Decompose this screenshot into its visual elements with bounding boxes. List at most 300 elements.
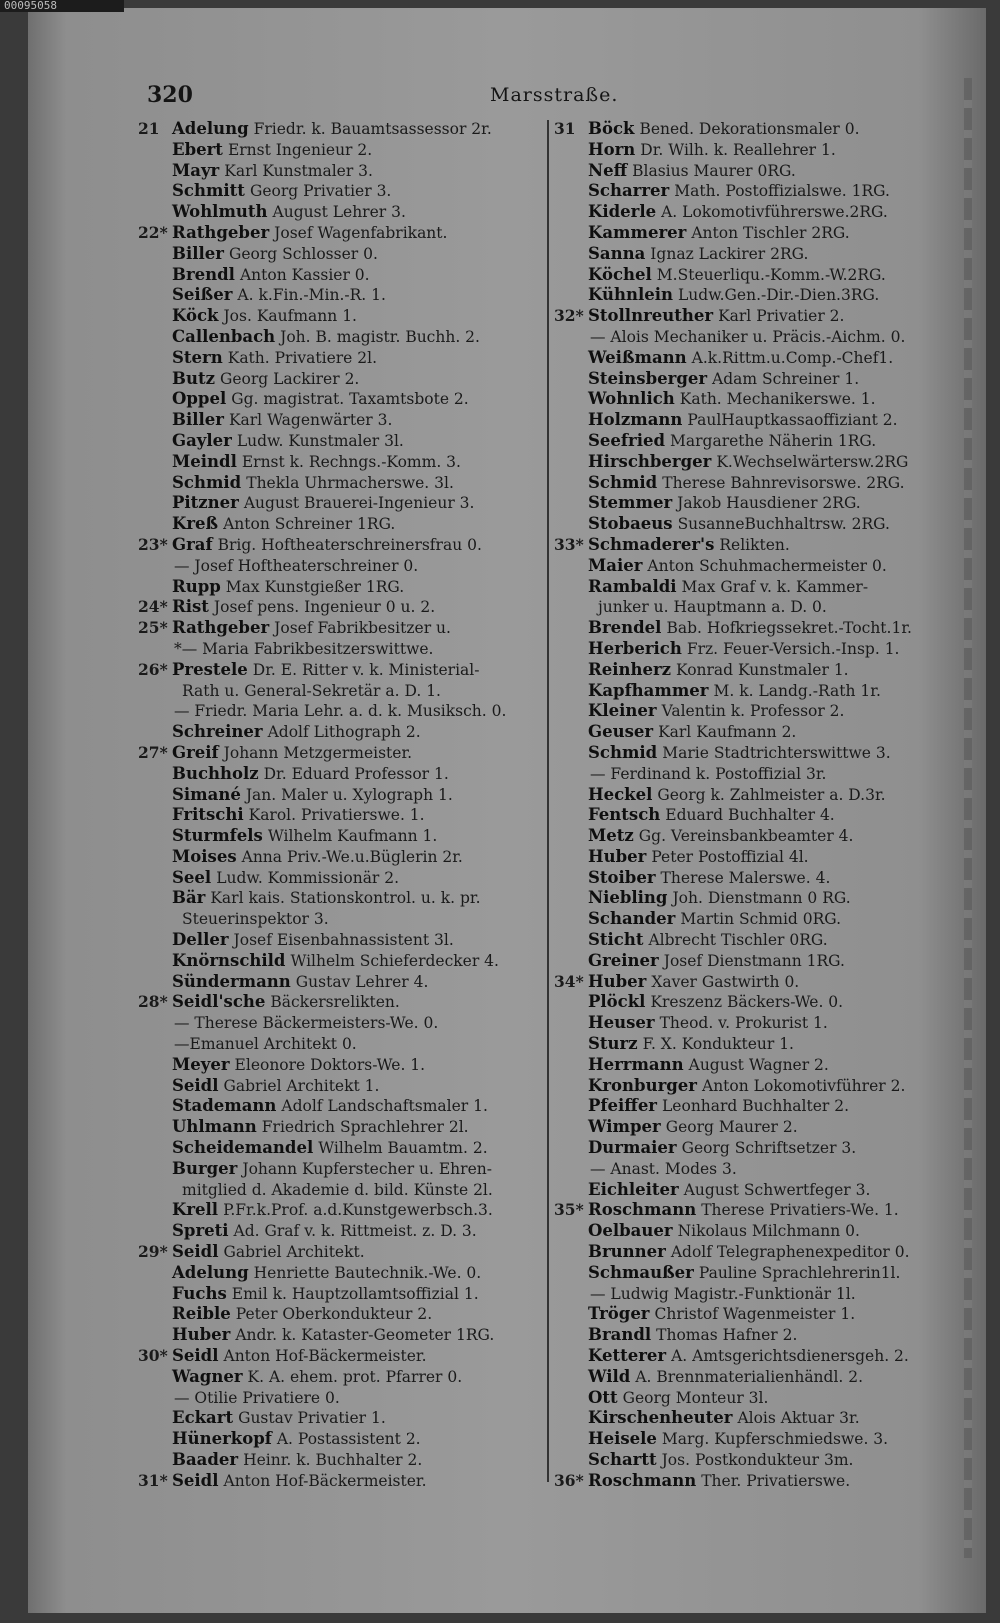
resident-surname: Sticht (588, 930, 644, 950)
directory-entry (138, 473, 553, 494)
entry-body (588, 1471, 850, 1492)
resident-details: Gustav Lehrer 4. (295, 972, 429, 991)
entry-body (172, 1076, 379, 1097)
entry-body (588, 348, 893, 369)
resident-details: Dr. Wilh. k. Reallehrer 1. (640, 140, 836, 159)
entry-body (172, 722, 421, 743)
entry-body (588, 119, 860, 140)
resident-surname: Kreß (172, 514, 219, 534)
entry-body (182, 909, 329, 930)
directory-entry (554, 681, 969, 702)
resident-surname: Huber (172, 1325, 231, 1345)
house-number: 35* (554, 1200, 584, 1220)
entry-body (172, 493, 474, 514)
directory-entry (554, 1076, 969, 1097)
house-number: 36* (554, 1470, 584, 1490)
entry-body (588, 1325, 797, 1346)
entry-body (182, 681, 441, 702)
directory-entry (138, 764, 553, 785)
resident-details: Brig. Hoftheaterschreinersfrau 0. (217, 535, 482, 554)
directory-entry (554, 285, 969, 306)
resident-details: Gg. magistrat. Taxamtsbote 2. (231, 390, 469, 409)
entry-body (588, 1450, 853, 1471)
resident-surname: Wild (588, 1366, 631, 1386)
directory-entry (138, 951, 553, 972)
resident-details: Kreszenz Bäckers-We. 0. (650, 993, 844, 1012)
resident-surname: Prestele (172, 659, 248, 679)
entry-body (172, 1450, 422, 1471)
resident-surname: Callenbach (172, 326, 276, 346)
house-number: 29* (138, 1242, 168, 1262)
resident-details: Nikolaus Milchmann 0. (677, 1222, 860, 1241)
resident-details: — Ferdinand k. Postoffizial 3r. (590, 764, 827, 783)
resident-details: mitglied d. Akademie d. bild. Künste 2l. (182, 1180, 493, 1199)
resident-surname: Wagner (172, 1366, 243, 1386)
resident-surname: Herrmann (588, 1054, 684, 1074)
entry-body (588, 223, 850, 244)
resident-surname: Stobaeus (588, 514, 673, 534)
resident-details: A. Amtsgerichtsdienersgeh. 2. (671, 1347, 909, 1366)
resident-details: Eleonore Doktors-We. 1. (234, 1055, 426, 1074)
entry-body (182, 1180, 493, 1201)
resident-details: Georg Schlosser 0. (228, 244, 378, 263)
resident-details: Theod. v. Prokurist 1. (659, 1014, 828, 1033)
entry-body (588, 618, 912, 639)
directory-entry (554, 660, 969, 681)
resident-surname: Seißer (172, 285, 233, 305)
resident-details: Leonhard Buchhalter 2. (662, 1097, 850, 1116)
entry-body (172, 785, 453, 806)
resident-surname: Tröger (588, 1304, 650, 1324)
directory-entry (138, 493, 553, 514)
resident-details: Joh. Dienstmann 0 RG. (672, 889, 851, 908)
entry-body (172, 618, 451, 639)
resident-surname: Scharrer (588, 181, 670, 201)
entry-body (588, 1263, 900, 1284)
resident-surname: Ebert (172, 139, 223, 159)
resident-surname: Meindl (172, 451, 237, 471)
resident-surname: Simané (172, 784, 241, 804)
entry-body (588, 577, 868, 598)
directory-entry (554, 1055, 969, 1076)
resident-surname: Kirschenheuter (588, 1408, 733, 1428)
directory-entry (554, 1096, 969, 1117)
resident-surname: Plöckl (588, 992, 646, 1012)
directory-entry (554, 618, 969, 639)
entry-body (588, 1096, 849, 1117)
entry-body (588, 1221, 860, 1242)
entry-body (172, 306, 357, 327)
resident-surname: Kühnlein (588, 285, 673, 305)
directory-entry (138, 369, 553, 390)
resident-surname: Adelung (172, 119, 249, 138)
resident-details: — Therese Bäckermeisters-We. 0. (174, 1014, 439, 1033)
resident-surname: Reinherz (588, 659, 672, 679)
resident-surname: Schmid (588, 742, 658, 762)
directory-entry (554, 909, 969, 930)
resident-surname: Schmitt (172, 181, 245, 201)
resident-details: Albrecht Tischler 0RG. (648, 931, 828, 950)
entry-body (172, 597, 435, 618)
directory-entry (138, 431, 553, 452)
resident-surname: Seidl (172, 1346, 219, 1366)
directory-entry (554, 1429, 969, 1450)
resident-details: — Alois Mechaniker u. Präcis.-Aichm. 0. (590, 327, 906, 346)
resident-surname: Kammerer (588, 222, 687, 242)
directory-entry (554, 348, 969, 369)
house-number: 21 (138, 119, 160, 138)
entry-body (588, 1117, 798, 1138)
entry-body (588, 681, 881, 702)
directory-entry (554, 410, 969, 431)
resident-details: Anton Lokomotivführer 2. (702, 1076, 906, 1095)
resident-surname: Wohlmuth (172, 202, 268, 222)
resident-details: Karol. Privatierswe. 1. (248, 806, 425, 825)
resident-details: August Wagner 2. (688, 1055, 829, 1074)
resident-details: Anna Priv.-We.u.Büglerin 2r. (241, 847, 463, 866)
resident-details: Ludw.Gen.-Dir.-Dien.3RG. (678, 286, 880, 305)
resident-details: Emil k. Hauptzollamtsoffizial 1. (231, 1284, 479, 1303)
resident-details: Steuerinspektor 3. (182, 910, 329, 929)
directory-entry (554, 1200, 969, 1221)
directory-entry (138, 805, 553, 826)
entry-body (588, 202, 888, 223)
directory-entry (138, 140, 553, 161)
resident-details: Martin Schmid 0RG. (680, 910, 842, 929)
resident-surname: Sturz (588, 1034, 638, 1054)
resident-surname: Huber (588, 971, 647, 991)
resident-surname: Rist (172, 597, 209, 617)
resident-details: Peter Oberkondukteur 2. (235, 1305, 433, 1324)
directory-entry (554, 1180, 969, 1201)
entry-body (588, 826, 853, 847)
directory-entry (554, 389, 969, 410)
resident-surname: Pfeiffer (588, 1096, 658, 1116)
resident-surname: Schartt (588, 1450, 657, 1469)
resident-surname: Fuchs (172, 1283, 227, 1303)
resident-surname: Rathgeber (172, 222, 270, 242)
directory-entry (138, 1450, 553, 1471)
resident-details: A. Lokomotivführerswe.2RG. (661, 203, 888, 222)
resident-details: Thomas Hafner 2. (656, 1326, 798, 1345)
resident-surname: Eichleiter (588, 1179, 679, 1199)
directory-entry (554, 1117, 969, 1138)
resident-surname: Kleiner (588, 701, 657, 721)
directory-entry (138, 1304, 553, 1325)
resident-details: A. Brennmaterialienhändl. 2. (635, 1367, 864, 1386)
directory-entry (138, 1263, 553, 1284)
resident-surname: Stademann (172, 1096, 277, 1116)
resident-surname: Stoiber (588, 867, 656, 887)
directory-entry (554, 1284, 969, 1305)
entry-body (172, 1367, 462, 1388)
entry-body (588, 389, 876, 410)
resident-details: M.Steuerliqu.-Komm.-W.2RG. (656, 265, 886, 284)
resident-details: Therese Bahnrevisorswe. 2RG. (662, 473, 905, 492)
resident-details: SusanneBuchhaltrsw. 2RG. (677, 515, 890, 534)
resident-details: Rath u. General-Sekretär a. D. 1. (182, 681, 441, 700)
resident-surname: Scheidemandel (172, 1138, 314, 1158)
resident-surname: Adelung (172, 1262, 249, 1282)
entry-body (172, 1429, 421, 1450)
entry-body (172, 1284, 479, 1305)
directory-entry (554, 369, 969, 390)
directory-entry (554, 119, 969, 140)
resident-details: — Josef Hoftheaterschreiner 0. (174, 556, 419, 575)
directory-entry (554, 888, 969, 909)
resident-details: Max Graf v. k. Kammer- (681, 577, 869, 596)
directory-entry (554, 597, 969, 618)
entry-body (588, 1429, 888, 1450)
resident-surname: Ketterer (588, 1346, 667, 1366)
resident-surname: Geuser (588, 722, 654, 742)
directory-entry (138, 992, 553, 1013)
entry-body (588, 1034, 794, 1055)
resident-details: Thekla Uhrmacherswe. 3l. (246, 473, 454, 492)
resident-surname: Sündermann (172, 971, 291, 991)
directory-entry (138, 1138, 553, 1159)
resident-details: Marie Stadtrichterswittwe 3. (662, 743, 891, 762)
directory-entry (138, 1471, 553, 1492)
directory-entry (138, 826, 553, 847)
resident-surname: Heisele (588, 1429, 657, 1449)
directory-entry (138, 1221, 553, 1242)
resident-details: — Friedr. Maria Lehr. a. d. k. Musiksch. 0. (174, 702, 507, 721)
entry-body (172, 888, 481, 909)
resident-details: *— Maria Fabrikbesitzerswittwe. (174, 639, 434, 658)
resident-surname: Oelbauer (588, 1221, 673, 1241)
entry-body (172, 1096, 488, 1117)
resident-details: August Lehrer 3. (272, 203, 406, 222)
directory-entry (138, 389, 553, 410)
resident-surname: Metz (588, 826, 634, 846)
entry-body (588, 140, 836, 161)
directory-entry (554, 1034, 969, 1055)
directory-column-right (554, 119, 969, 1492)
entry-body (172, 369, 359, 390)
directory-entry (138, 618, 553, 639)
entry-body (590, 1159, 737, 1180)
entry-body (172, 1221, 477, 1242)
directory-entry (554, 140, 969, 161)
resident-surname: Biller (172, 410, 224, 430)
entry-body (588, 161, 796, 182)
resident-details: Max Kunstgießer 1RG. (225, 577, 405, 596)
entry-body (172, 140, 372, 161)
directory-entry (554, 992, 969, 1013)
entry-body (172, 743, 412, 764)
directory-entry (554, 868, 969, 889)
resident-details: Gabriel Architekt. (223, 1243, 365, 1262)
resident-details: Ther. Privatierswe. (701, 1471, 851, 1490)
directory-entry (554, 1388, 969, 1409)
entry-body (588, 1055, 829, 1076)
house-number: 31 (554, 119, 576, 138)
resident-surname: Stern (172, 347, 223, 367)
resident-details: F. X. Kondukteur 1. (642, 1035, 794, 1054)
entry-body (588, 285, 879, 306)
directory-entry (138, 410, 553, 431)
directory-entry (138, 181, 553, 202)
entry-body (172, 389, 469, 410)
resident-details: Jan. Maler u. Xylograph 1. (245, 785, 453, 804)
directory-entry (554, 1325, 969, 1346)
entry-body (588, 743, 891, 764)
resident-details: Heinr. k. Buchhalter 2. (243, 1451, 423, 1469)
directory-entry (138, 244, 553, 265)
entry-body (172, 327, 480, 348)
resident-surname: Kiderle (588, 202, 657, 222)
resident-details: Karl Kaufmann 2. (658, 723, 797, 742)
resident-details: K.Wechselwärtersw.2RG (716, 452, 909, 471)
resident-details: Ludw. Kunstmaler 3l. (236, 431, 404, 450)
resident-surname: Butz (172, 368, 215, 388)
resident-details: Anton Hof-Bäckermeister. (223, 1347, 427, 1366)
resident-surname: Pitzner (172, 493, 239, 513)
entry-body (588, 992, 843, 1013)
scan-id-label: 00095058 (0, 0, 124, 12)
resident-details: Bab. Hofkriegssekret.-Tocht.1r. (666, 619, 912, 638)
directory-entry (138, 1034, 553, 1055)
directory-entry (138, 348, 553, 369)
resident-details: Blasius Maurer 0RG. (632, 161, 796, 180)
directory-entry (554, 1013, 969, 1034)
entry-body (588, 1076, 905, 1097)
resident-surname: Neff (588, 160, 628, 180)
entry-body (174, 701, 506, 722)
resident-details: — Anast. Modes 3. (590, 1159, 737, 1178)
directory-entry (138, 119, 553, 140)
directory-entry (138, 556, 553, 577)
resident-surname: Rupp (172, 576, 221, 596)
resident-surname: Graf (172, 534, 213, 554)
directory-entry (554, 1346, 969, 1367)
resident-surname: Steinsberger (588, 368, 708, 388)
directory-entry (138, 1408, 553, 1429)
resident-details: P.Fr.k.Prof. a.d.Kunstgewerbsch.3. (223, 1201, 493, 1220)
resident-details: Math. Postoffizialswe. 1RG. (674, 182, 890, 201)
resident-details: Ludw. Kommissionär 2. (216, 868, 400, 887)
directory-entry (554, 431, 969, 452)
entry-body (174, 1013, 438, 1034)
directory-entry (138, 972, 553, 993)
resident-surname: Seidl (172, 1470, 219, 1490)
directory-entry (138, 909, 553, 930)
resident-details: Adam Schreiner 1. (712, 369, 860, 388)
resident-details: Therese Malerswe. 4. (660, 868, 831, 887)
entry-body (588, 701, 844, 722)
resident-details: Gustav Privatier 1. (238, 1409, 386, 1428)
entry-body (588, 1367, 863, 1388)
entry-body (172, 119, 492, 140)
resident-details: Joh. B. magistr. Buchh. 2. (280, 327, 480, 346)
resident-details: Kath. Mechanikerswe. 1. (679, 390, 876, 409)
resident-surname: Roschmann (588, 1470, 697, 1490)
directory-entry (138, 285, 553, 306)
directory-entry (138, 722, 553, 743)
entry-body (172, 992, 400, 1013)
resident-details: Gabriel Architekt 1. (223, 1076, 380, 1095)
entry-body (172, 826, 437, 847)
resident-surname: Reible (172, 1304, 231, 1324)
house-number: 28* (138, 992, 168, 1012)
house-number: 24* (138, 597, 168, 617)
resident-details: A.k.Rittm.u.Comp.-Chef1. (691, 348, 894, 367)
house-number: 23* (138, 534, 168, 554)
resident-surname: Heckel (588, 784, 653, 804)
resident-surname: Greiner (588, 950, 659, 970)
directory-entry (554, 972, 969, 993)
entry-body (172, 161, 373, 182)
entry-body (172, 473, 454, 494)
house-number: 22* (138, 222, 168, 242)
resident-surname: Böck (588, 119, 635, 138)
entry-body (588, 431, 876, 452)
resident-details: Margarethe Näherin 1RG. (670, 431, 877, 450)
entry-body (172, 1200, 493, 1221)
entry-body (172, 764, 449, 785)
resident-surname: Niebling (588, 888, 668, 908)
directory-entry (554, 826, 969, 847)
entry-body (588, 514, 890, 535)
directory-entry (554, 930, 969, 951)
resident-details: PaulHauptkassaoffiziant 2. (687, 411, 898, 430)
directory-entry (138, 327, 553, 348)
directory-entry (554, 1471, 969, 1492)
resident-surname: Knörnschild (172, 950, 286, 970)
resident-details: Johann Kupferstecher u. Ehren- (242, 1159, 492, 1178)
resident-details: Dr. Eduard Professor 1. (263, 764, 449, 783)
page-number: 320 (147, 82, 193, 108)
resident-surname: Seefried (588, 430, 666, 450)
resident-surname: Wimper (588, 1117, 661, 1137)
directory-entry (554, 785, 969, 806)
directory-entry (554, 181, 969, 202)
entry-body (172, 1263, 481, 1284)
resident-details: Xaver Gastwirth 0. (651, 972, 800, 991)
resident-surname: Mayr (172, 160, 220, 180)
resident-details: Josef Dienstmann 1RG. (663, 951, 845, 970)
resident-surname: Seel (172, 867, 212, 887)
entry-body (588, 639, 899, 660)
resident-details: — Otilie Privatiere 0. (174, 1388, 340, 1407)
resident-details: Georg Monteur 3l. (622, 1388, 769, 1407)
entry-body (588, 1408, 860, 1429)
resident-details: Georg k. Zahlmeister a. D.3r. (657, 785, 886, 804)
directory-entry (554, 1304, 969, 1325)
resident-details: —Emanuel Architekt 0. (174, 1035, 357, 1054)
entry-body (172, 244, 378, 265)
resident-surname: Köchel (588, 264, 652, 284)
entry-body (172, 1117, 469, 1138)
resident-surname: Huber (588, 846, 647, 866)
resident-surname: Sanna (588, 243, 646, 263)
entry-body (172, 1408, 386, 1429)
entry-body (588, 369, 859, 390)
entry-body (588, 1180, 870, 1201)
page-header (147, 82, 619, 112)
entry-body (172, 1159, 492, 1180)
directory-entry (138, 202, 553, 223)
resident-surname: Horn (588, 139, 636, 159)
directory-entry (138, 265, 553, 286)
directory-entry (138, 847, 553, 868)
directory-entry (138, 681, 553, 702)
entry-body (588, 805, 835, 826)
directory-entry (138, 1242, 553, 1263)
resident-surname: Seidl (172, 1075, 219, 1095)
entry-body (172, 868, 399, 889)
